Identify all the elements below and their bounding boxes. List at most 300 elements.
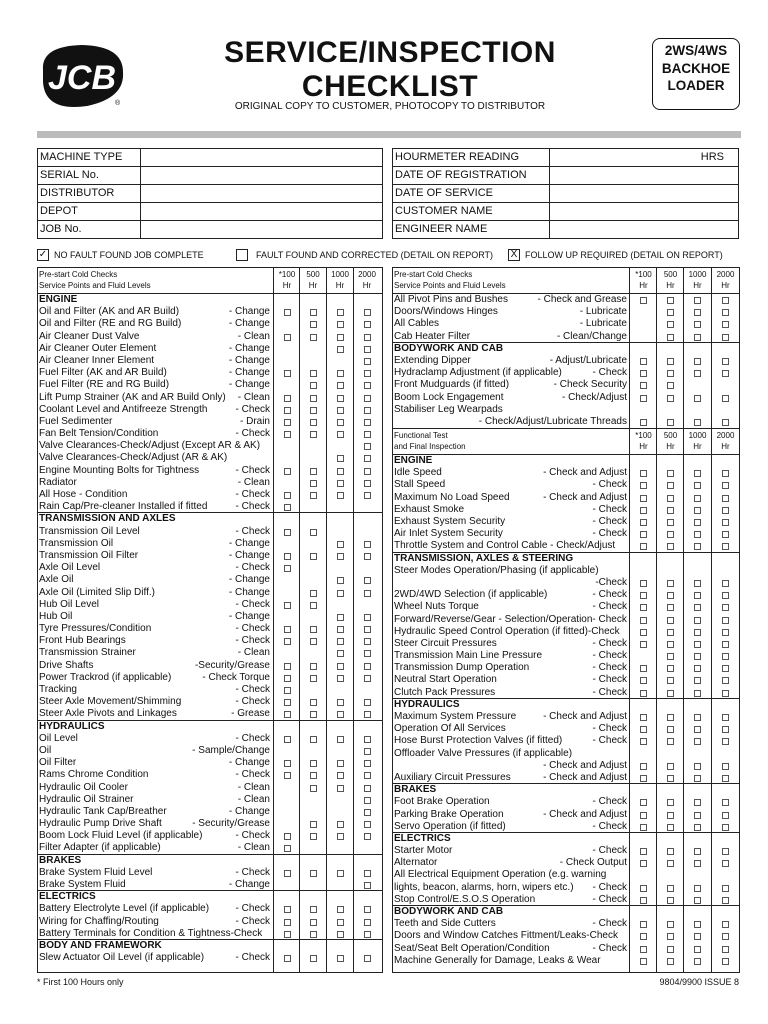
interval-checkbox[interactable] — [667, 297, 674, 304]
interval-checkbox[interactable] — [694, 958, 701, 965]
interval-checkbox[interactable] — [337, 870, 344, 877]
interval-checkbox[interactable] — [364, 407, 371, 414]
interval-checkbox[interactable] — [667, 799, 674, 806]
interval-checkbox[interactable] — [667, 933, 674, 940]
interval-checkbox[interactable] — [722, 714, 729, 721]
interval-checkbox[interactable] — [310, 699, 317, 706]
interval-checkbox[interactable] — [364, 443, 371, 450]
interval-checkbox[interactable] — [722, 799, 729, 806]
interval-checkbox[interactable] — [364, 906, 371, 913]
interval-checkbox[interactable] — [667, 824, 674, 831]
interval-checkbox[interactable] — [667, 848, 674, 855]
interval-checkbox[interactable] — [337, 590, 344, 597]
interval-checkbox[interactable] — [337, 638, 344, 645]
interval-checkbox[interactable] — [640, 763, 647, 770]
interval-checkbox[interactable] — [640, 933, 647, 940]
interval-checkbox[interactable] — [310, 468, 317, 475]
interval-checkbox[interactable] — [722, 946, 729, 953]
interval-checkbox[interactable] — [694, 677, 701, 684]
interval-checkbox[interactable] — [284, 431, 291, 438]
interval-checkbox[interactable] — [694, 617, 701, 624]
interval-checkbox[interactable] — [640, 470, 647, 477]
interval-checkbox[interactable] — [310, 492, 317, 499]
interval-checkbox[interactable] — [284, 504, 291, 511]
interval-checkbox[interactable] — [284, 468, 291, 475]
info-field[interactable] — [550, 167, 739, 185]
interval-checkbox[interactable] — [694, 799, 701, 806]
interval-checkbox[interactable] — [364, 809, 371, 816]
interval-checkbox[interactable] — [694, 495, 701, 502]
interval-checkbox[interactable] — [722, 775, 729, 782]
interval-checkbox[interactable] — [722, 653, 729, 660]
info-field[interactable] — [141, 185, 383, 203]
interval-checkbox[interactable] — [640, 507, 647, 514]
interval-checkbox[interactable] — [310, 785, 317, 792]
interval-checkbox[interactable] — [310, 590, 317, 597]
interval-checkbox[interactable] — [640, 592, 647, 599]
interval-checkbox[interactable] — [284, 736, 291, 743]
info-field[interactable] — [141, 221, 383, 239]
interval-checkbox[interactable] — [284, 638, 291, 645]
interval-checkbox[interactable] — [364, 455, 371, 462]
interval-checkbox[interactable] — [284, 919, 291, 926]
interval-checkbox[interactable] — [310, 675, 317, 682]
interval-checkbox[interactable] — [722, 370, 729, 377]
info-field[interactable] — [141, 149, 383, 167]
interval-checkbox[interactable] — [310, 419, 317, 426]
option-checkbox[interactable]: X — [508, 249, 520, 261]
interval-checkbox[interactable] — [667, 677, 674, 684]
interval-checkbox[interactable] — [337, 675, 344, 682]
interval-checkbox[interactable] — [337, 711, 344, 718]
interval-checkbox[interactable] — [310, 431, 317, 438]
interval-checkbox[interactable] — [284, 870, 291, 877]
interval-checkbox[interactable] — [310, 382, 317, 389]
interval-checkbox[interactable] — [310, 321, 317, 328]
interval-checkbox[interactable] — [337, 419, 344, 426]
option-checkbox[interactable]: ✓ — [38, 249, 48, 260]
interval-checkbox[interactable] — [722, 321, 729, 328]
interval-checkbox[interactable] — [694, 665, 701, 672]
interval-checkbox[interactable] — [694, 629, 701, 636]
interval-checkbox[interactable] — [310, 480, 317, 487]
interval-checkbox[interactable] — [722, 848, 729, 855]
interval-checkbox[interactable] — [722, 641, 729, 648]
info-field[interactable] — [141, 203, 383, 221]
interval-checkbox[interactable] — [337, 468, 344, 475]
interval-checkbox[interactable] — [667, 763, 674, 770]
interval-checkbox[interactable] — [722, 395, 729, 402]
interval-checkbox[interactable] — [722, 885, 729, 892]
interval-checkbox[interactable] — [364, 772, 371, 779]
option-follow-up[interactable] — [508, 249, 723, 261]
interval-checkbox[interactable] — [364, 955, 371, 962]
interval-checkbox[interactable] — [667, 507, 674, 514]
interval-checkbox[interactable] — [694, 334, 701, 341]
interval-checkbox[interactable] — [284, 906, 291, 913]
interval-checkbox[interactable] — [667, 958, 674, 965]
interval-checkbox[interactable] — [694, 946, 701, 953]
interval-checkbox[interactable] — [337, 663, 344, 670]
interval-checkbox[interactable] — [667, 358, 674, 365]
interval-checkbox[interactable] — [337, 346, 344, 353]
interval-checkbox[interactable] — [667, 519, 674, 526]
interval-checkbox[interactable] — [337, 334, 344, 341]
interval-checkbox[interactable] — [337, 431, 344, 438]
interval-checkbox[interactable] — [640, 775, 647, 782]
interval-checkbox[interactable] — [640, 531, 647, 538]
interval-checkbox[interactable] — [694, 897, 701, 904]
interval-checkbox[interactable] — [310, 626, 317, 633]
info-field[interactable] — [550, 203, 739, 221]
interval-checkbox[interactable] — [337, 785, 344, 792]
interval-checkbox[interactable] — [640, 958, 647, 965]
interval-checkbox[interactable] — [640, 519, 647, 526]
interval-checkbox[interactable] — [337, 370, 344, 377]
interval-checkbox[interactable] — [640, 543, 647, 550]
interval-checkbox[interactable] — [694, 395, 701, 402]
interval-checkbox[interactable] — [667, 419, 674, 426]
interval-checkbox[interactable] — [310, 553, 317, 560]
interval-checkbox[interactable] — [284, 309, 291, 316]
interval-checkbox[interactable] — [640, 419, 647, 426]
interval-checkbox[interactable] — [284, 675, 291, 682]
interval-checkbox[interactable] — [337, 931, 344, 938]
interval-checkbox[interactable] — [694, 933, 701, 940]
interval-checkbox[interactable] — [722, 763, 729, 770]
interval-checkbox[interactable] — [640, 629, 647, 636]
interval-checkbox[interactable] — [337, 382, 344, 389]
interval-checkbox[interactable] — [694, 580, 701, 587]
interval-checkbox[interactable] — [284, 687, 291, 694]
interval-checkbox[interactable] — [284, 845, 291, 852]
interval-checkbox[interactable] — [667, 653, 674, 660]
interval-checkbox[interactable] — [364, 541, 371, 548]
info-field[interactable] — [550, 221, 739, 239]
interval-checkbox[interactable] — [722, 921, 729, 928]
interval-checkbox[interactable] — [640, 665, 647, 672]
interval-checkbox[interactable] — [667, 531, 674, 538]
interval-checkbox[interactable] — [364, 919, 371, 926]
interval-checkbox[interactable] — [364, 736, 371, 743]
interval-checkbox[interactable] — [667, 370, 674, 377]
interval-checkbox[interactable] — [310, 919, 317, 926]
interval-checkbox[interactable] — [364, 638, 371, 645]
interval-checkbox[interactable] — [310, 309, 317, 316]
interval-checkbox[interactable] — [364, 334, 371, 341]
interval-checkbox[interactable] — [364, 797, 371, 804]
interval-checkbox[interactable] — [694, 507, 701, 514]
interval-checkbox[interactable] — [667, 665, 674, 672]
interval-checkbox[interactable] — [337, 919, 344, 926]
interval-checkbox[interactable] — [337, 906, 344, 913]
interval-checkbox[interactable] — [694, 358, 701, 365]
interval-checkbox[interactable] — [284, 334, 291, 341]
interval-checkbox[interactable] — [337, 760, 344, 767]
interval-checkbox[interactable] — [667, 897, 674, 904]
interval-checkbox[interactable] — [667, 309, 674, 316]
interval-checkbox[interactable] — [667, 382, 674, 389]
interval-checkbox[interactable] — [284, 395, 291, 402]
interval-checkbox[interactable] — [694, 482, 701, 489]
interval-checkbox[interactable] — [694, 543, 701, 550]
interval-checkbox[interactable] — [722, 531, 729, 538]
interval-checkbox[interactable] — [284, 760, 291, 767]
interval-checkbox[interactable] — [694, 653, 701, 660]
interval-checkbox[interactable] — [337, 492, 344, 499]
interval-checkbox[interactable] — [722, 507, 729, 514]
interval-checkbox[interactable] — [722, 812, 729, 819]
interval-checkbox[interactable] — [667, 690, 674, 697]
interval-checkbox[interactable] — [667, 617, 674, 624]
interval-checkbox[interactable] — [364, 431, 371, 438]
interval-checkbox[interactable] — [337, 395, 344, 402]
interval-checkbox[interactable] — [364, 492, 371, 499]
interval-checkbox[interactable] — [640, 370, 647, 377]
interval-checkbox[interactable] — [364, 626, 371, 633]
interval-checkbox[interactable] — [640, 799, 647, 806]
interval-checkbox[interactable] — [364, 699, 371, 706]
interval-checkbox[interactable] — [364, 590, 371, 597]
interval-checkbox[interactable] — [667, 580, 674, 587]
interval-checkbox[interactable] — [364, 309, 371, 316]
interval-checkbox[interactable] — [310, 663, 317, 670]
interval-checkbox[interactable] — [284, 602, 291, 609]
interval-checkbox[interactable] — [310, 407, 317, 414]
interval-checkbox[interactable] — [667, 395, 674, 402]
interval-checkbox[interactable] — [310, 821, 317, 828]
interval-checkbox[interactable] — [364, 395, 371, 402]
interval-checkbox[interactable] — [284, 492, 291, 499]
interval-checkbox[interactable] — [722, 297, 729, 304]
interval-checkbox[interactable] — [284, 553, 291, 560]
interval-checkbox[interactable] — [722, 933, 729, 940]
info-field[interactable] — [141, 167, 383, 185]
interval-checkbox[interactable] — [284, 711, 291, 718]
interval-checkbox[interactable] — [667, 812, 674, 819]
interval-checkbox[interactable] — [337, 736, 344, 743]
interval-checkbox[interactable] — [640, 482, 647, 489]
interval-checkbox[interactable] — [640, 617, 647, 624]
interval-checkbox[interactable] — [722, 677, 729, 684]
interval-checkbox[interactable] — [722, 958, 729, 965]
interval-checkbox[interactable] — [694, 921, 701, 928]
interval-checkbox[interactable] — [364, 321, 371, 328]
interval-checkbox[interactable] — [364, 675, 371, 682]
interval-checkbox[interactable] — [694, 519, 701, 526]
interval-checkbox[interactable] — [337, 455, 344, 462]
interval-checkbox[interactable] — [640, 824, 647, 831]
interval-checkbox[interactable] — [694, 860, 701, 867]
interval-checkbox[interactable] — [722, 334, 729, 341]
interval-checkbox[interactable] — [694, 812, 701, 819]
interval-checkbox[interactable] — [337, 833, 344, 840]
interval-checkbox[interactable] — [640, 395, 647, 402]
interval-checkbox[interactable] — [364, 833, 371, 840]
interval-checkbox[interactable] — [722, 470, 729, 477]
interval-checkbox[interactable] — [364, 870, 371, 877]
interval-checkbox[interactable] — [284, 370, 291, 377]
interval-checkbox[interactable] — [694, 531, 701, 538]
interval-checkbox[interactable] — [722, 860, 729, 867]
interval-checkbox[interactable] — [722, 726, 729, 733]
interval-checkbox[interactable] — [722, 824, 729, 831]
interval-checkbox[interactable] — [364, 382, 371, 389]
interval-checkbox[interactable] — [640, 921, 647, 928]
interval-checkbox[interactable] — [337, 321, 344, 328]
interval-checkbox[interactable] — [694, 775, 701, 782]
interval-checkbox[interactable] — [284, 565, 291, 572]
interval-checkbox[interactable] — [694, 824, 701, 831]
interval-checkbox[interactable] — [364, 370, 371, 377]
interval-checkbox[interactable] — [640, 885, 647, 892]
interval-checkbox[interactable] — [337, 541, 344, 548]
interval-checkbox[interactable] — [310, 638, 317, 645]
interval-checkbox[interactable] — [667, 946, 674, 953]
interval-checkbox[interactable] — [337, 614, 344, 621]
interval-checkbox[interactable] — [640, 690, 647, 697]
interval-checkbox[interactable] — [337, 309, 344, 316]
info-field[interactable] — [550, 185, 739, 203]
interval-checkbox[interactable] — [337, 626, 344, 633]
interval-checkbox[interactable] — [667, 714, 674, 721]
interval-checkbox[interactable] — [694, 848, 701, 855]
interval-checkbox[interactable] — [667, 592, 674, 599]
interval-checkbox[interactable] — [337, 772, 344, 779]
interval-checkbox[interactable] — [640, 812, 647, 819]
interval-checkbox[interactable] — [667, 470, 674, 477]
interval-checkbox[interactable] — [640, 604, 647, 611]
interval-checkbox[interactable] — [337, 821, 344, 828]
interval-checkbox[interactable] — [640, 738, 647, 745]
interval-checkbox[interactable] — [640, 382, 647, 389]
interval-checkbox[interactable] — [640, 946, 647, 953]
interval-checkbox[interactable] — [667, 641, 674, 648]
interval-checkbox[interactable] — [694, 604, 701, 611]
interval-checkbox[interactable] — [640, 860, 647, 867]
interval-checkbox[interactable] — [722, 665, 729, 672]
interval-checkbox[interactable] — [310, 955, 317, 962]
interval-checkbox[interactable] — [364, 577, 371, 584]
interval-checkbox[interactable] — [722, 580, 729, 587]
interval-checkbox[interactable] — [667, 921, 674, 928]
interval-checkbox[interactable] — [667, 726, 674, 733]
interval-checkbox[interactable] — [310, 334, 317, 341]
interval-checkbox[interactable] — [694, 726, 701, 733]
interval-checkbox[interactable] — [284, 772, 291, 779]
interval-checkbox[interactable] — [722, 419, 729, 426]
interval-checkbox[interactable] — [364, 419, 371, 426]
interval-checkbox[interactable] — [337, 699, 344, 706]
interval-checkbox[interactable] — [722, 617, 729, 624]
info-field[interactable] — [550, 149, 739, 167]
interval-checkbox[interactable] — [364, 480, 371, 487]
interval-checkbox[interactable] — [722, 519, 729, 526]
interval-checkbox[interactable] — [667, 629, 674, 636]
interval-checkbox[interactable] — [667, 738, 674, 745]
interval-checkbox[interactable] — [310, 602, 317, 609]
interval-checkbox[interactable] — [667, 860, 674, 867]
interval-checkbox[interactable] — [364, 785, 371, 792]
interval-checkbox[interactable] — [694, 470, 701, 477]
interval-checkbox[interactable] — [364, 468, 371, 475]
interval-checkbox[interactable] — [694, 641, 701, 648]
interval-checkbox[interactable] — [694, 370, 701, 377]
interval-checkbox[interactable] — [722, 358, 729, 365]
interval-checkbox[interactable] — [694, 297, 701, 304]
interval-checkbox[interactable] — [310, 906, 317, 913]
interval-checkbox[interactable] — [722, 738, 729, 745]
interval-checkbox[interactable] — [640, 726, 647, 733]
interval-checkbox[interactable] — [640, 714, 647, 721]
interval-checkbox[interactable] — [364, 553, 371, 560]
interval-checkbox[interactable] — [694, 309, 701, 316]
interval-checkbox[interactable] — [364, 663, 371, 670]
interval-checkbox[interactable] — [640, 495, 647, 502]
interval-checkbox[interactable] — [284, 529, 291, 536]
interval-checkbox[interactable] — [694, 714, 701, 721]
interval-checkbox[interactable] — [364, 346, 371, 353]
interval-checkbox[interactable] — [364, 760, 371, 767]
interval-checkbox[interactable] — [284, 699, 291, 706]
interval-checkbox[interactable] — [310, 529, 317, 536]
interval-checkbox[interactable] — [310, 736, 317, 743]
interval-checkbox[interactable] — [640, 358, 647, 365]
interval-checkbox[interactable] — [722, 543, 729, 550]
option-no-fault[interactable] — [37, 249, 204, 261]
interval-checkbox[interactable] — [337, 553, 344, 560]
interval-checkbox[interactable] — [667, 495, 674, 502]
interval-checkbox[interactable] — [364, 614, 371, 621]
interval-checkbox[interactable] — [310, 772, 317, 779]
interval-checkbox[interactable] — [667, 543, 674, 550]
interval-checkbox[interactable] — [364, 650, 371, 657]
interval-checkbox[interactable] — [722, 690, 729, 697]
interval-checkbox[interactable] — [310, 931, 317, 938]
interval-checkbox[interactable] — [667, 775, 674, 782]
interval-checkbox[interactable] — [694, 321, 701, 328]
interval-checkbox[interactable] — [284, 955, 291, 962]
interval-checkbox[interactable] — [284, 407, 291, 414]
interval-checkbox[interactable] — [667, 885, 674, 892]
interval-checkbox[interactable] — [640, 677, 647, 684]
interval-checkbox[interactable] — [722, 482, 729, 489]
interval-checkbox[interactable] — [694, 690, 701, 697]
interval-checkbox[interactable] — [640, 641, 647, 648]
interval-checkbox[interactable] — [722, 629, 729, 636]
interval-checkbox[interactable] — [694, 763, 701, 770]
option-fault-corrected[interactable] — [236, 249, 493, 261]
interval-checkbox[interactable] — [284, 931, 291, 938]
interval-checkbox[interactable] — [310, 870, 317, 877]
interval-checkbox[interactable] — [337, 407, 344, 414]
interval-checkbox[interactable] — [310, 833, 317, 840]
interval-checkbox[interactable] — [722, 604, 729, 611]
interval-checkbox[interactable] — [722, 592, 729, 599]
interval-checkbox[interactable] — [667, 334, 674, 341]
interval-checkbox[interactable] — [337, 650, 344, 657]
interval-checkbox[interactable] — [364, 931, 371, 938]
interval-checkbox[interactable] — [364, 711, 371, 718]
interval-checkbox[interactable] — [722, 495, 729, 502]
interval-checkbox[interactable] — [364, 358, 371, 365]
interval-checkbox[interactable] — [694, 592, 701, 599]
interval-checkbox[interactable] — [640, 848, 647, 855]
interval-checkbox[interactable] — [667, 321, 674, 328]
interval-checkbox[interactable] — [310, 760, 317, 767]
interval-checkbox[interactable] — [284, 663, 291, 670]
interval-checkbox[interactable] — [337, 577, 344, 584]
